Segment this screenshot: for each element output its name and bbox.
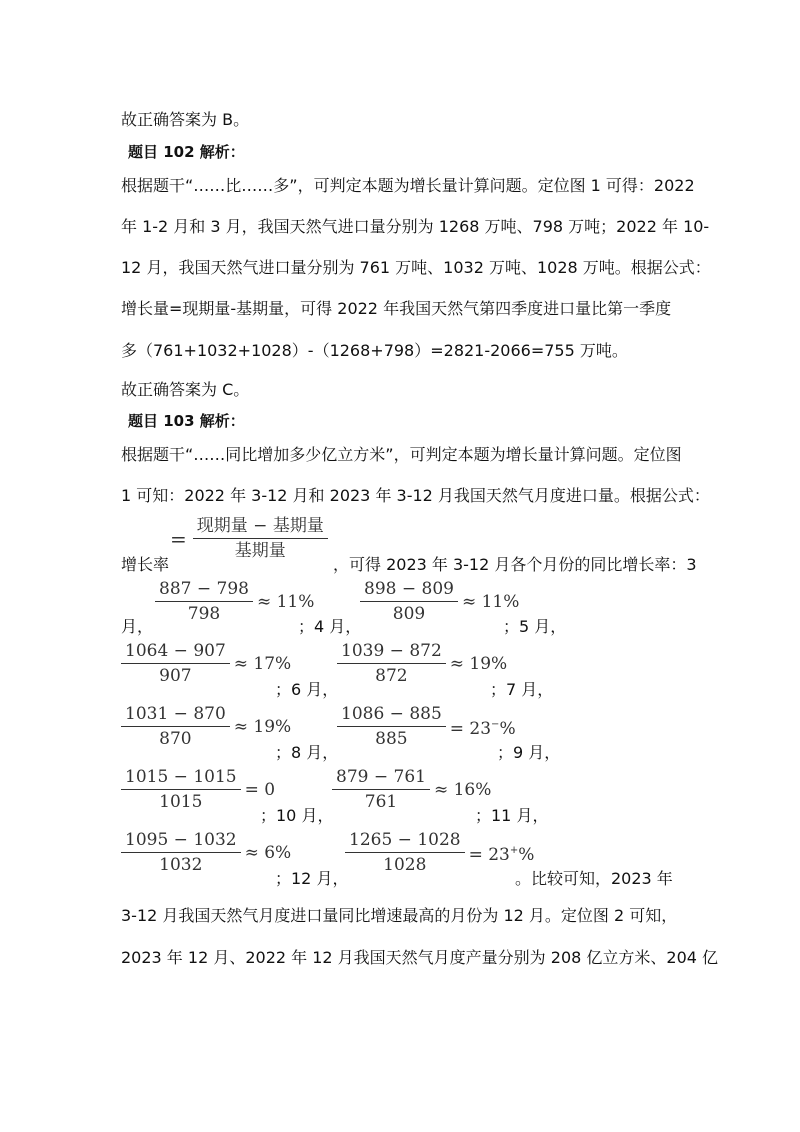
- growth-rate-formula: [170, 516, 326, 561]
- fraction-june: $\frac{1039 - 872}{872}$ ≈ 19%: [339, 641, 507, 686]
- text-line: 3-12 月我国天然气月度进口量同比增速最高的月份为 12 月。定位图 2 可知，: [121, 906, 678, 925]
- text-line: 2023 年 12 月、2022 年 12 月我国天然气月度产量分别为 208 亿立方米、204 亿: [121, 948, 719, 967]
- answer-line-102: 故正确答案为 C。: [121, 380, 250, 399]
- text-line: ；11 月，: [475, 806, 549, 825]
- text-line: ，可得 2023 年 3-12 月各个月份的同比增长率：3: [333, 555, 697, 574]
- text-line: ；10 月，: [260, 806, 334, 825]
- text-line: 根据题干“……同比增加多少亿立方米”，可判定本题为增长量计算问题。定位图: [121, 445, 682, 464]
- fraction-october: $\frac{879 - 761}{761}$ ≈ 16%: [334, 767, 491, 812]
- text-line: ；8 月，: [275, 743, 339, 762]
- text-line: ；7 月，: [490, 680, 554, 699]
- text-line: 多（761+1032+1028）-（1268+798）=2821-2066=755 万吨。: [121, 341, 628, 360]
- formula-numerator: 现期量 − 基期量: [196, 516, 324, 536]
- heading-question-102: 题目 102 解析：: [128, 143, 245, 161]
- text-line: 。比较可知，2023 年: [515, 869, 673, 888]
- text-line: 1 可知：2022 年 3-12 月和 2023 年 3-12 月我国天然气月度进口量。根据公式：: [121, 486, 710, 505]
- text-line: 增长量=现期量-基期量，可得 2022 年我国天然气第四季度进口量比第一季度: [121, 299, 672, 318]
- heading-question-103: 题目 103 解析：: [128, 412, 245, 430]
- text-line: 月，: [121, 617, 154, 636]
- text-line: ；12 月，: [275, 869, 349, 888]
- text-line: 根据题干“……比……多”，可判定本题为增长量计算问题。定位图 1 可得：2022: [121, 176, 695, 195]
- text-line: 增长率: [121, 555, 170, 574]
- text-line: ；4 月，: [298, 617, 362, 636]
- fraction-march: $\frac{887 - 798}{798}$ ≈ 11%: [157, 579, 314, 624]
- text-line: ；5 月，: [503, 617, 567, 636]
- text-line: 年 1-2 月和 3 月，我国天然气进口量分别为 1268 万吨、798 万吨；2022 年 10-: [121, 217, 710, 236]
- fraction-april: $\frac{898 - 809}{809}$ ≈ 11%: [362, 579, 519, 624]
- text-line: ；9 月，: [497, 743, 561, 762]
- fraction-december: $\frac{1265 - 1028}{1028}$ = 23+%: [347, 830, 534, 875]
- fraction-july: $\frac{1031 - 870}{870}$ ≈ 19%: [123, 704, 291, 749]
- formula-equals: =: [170, 526, 187, 551]
- fraction-november: $\frac{1095 - 1032}{1032}$ ≈ 6%: [123, 830, 291, 875]
- formula-denominator: 基期量: [193, 538, 328, 561]
- fraction-september: $\frac{1015 - 1015}{1015}$ = 0: [123, 767, 275, 812]
- fraction-august: $\frac{1086 - 885}{885}$ = 23−%: [339, 704, 516, 749]
- fraction-may: $\frac{1064 - 907}{907}$ ≈ 17%: [123, 641, 291, 686]
- text-line: ；6 月，: [275, 680, 339, 699]
- answer-line-101: 故正确答案为 B。: [121, 110, 250, 129]
- text-line: 12 月，我国天然气进口量分别为 761 万吨、1032 万吨、1028 万吨。根据公式：: [121, 258, 711, 277]
